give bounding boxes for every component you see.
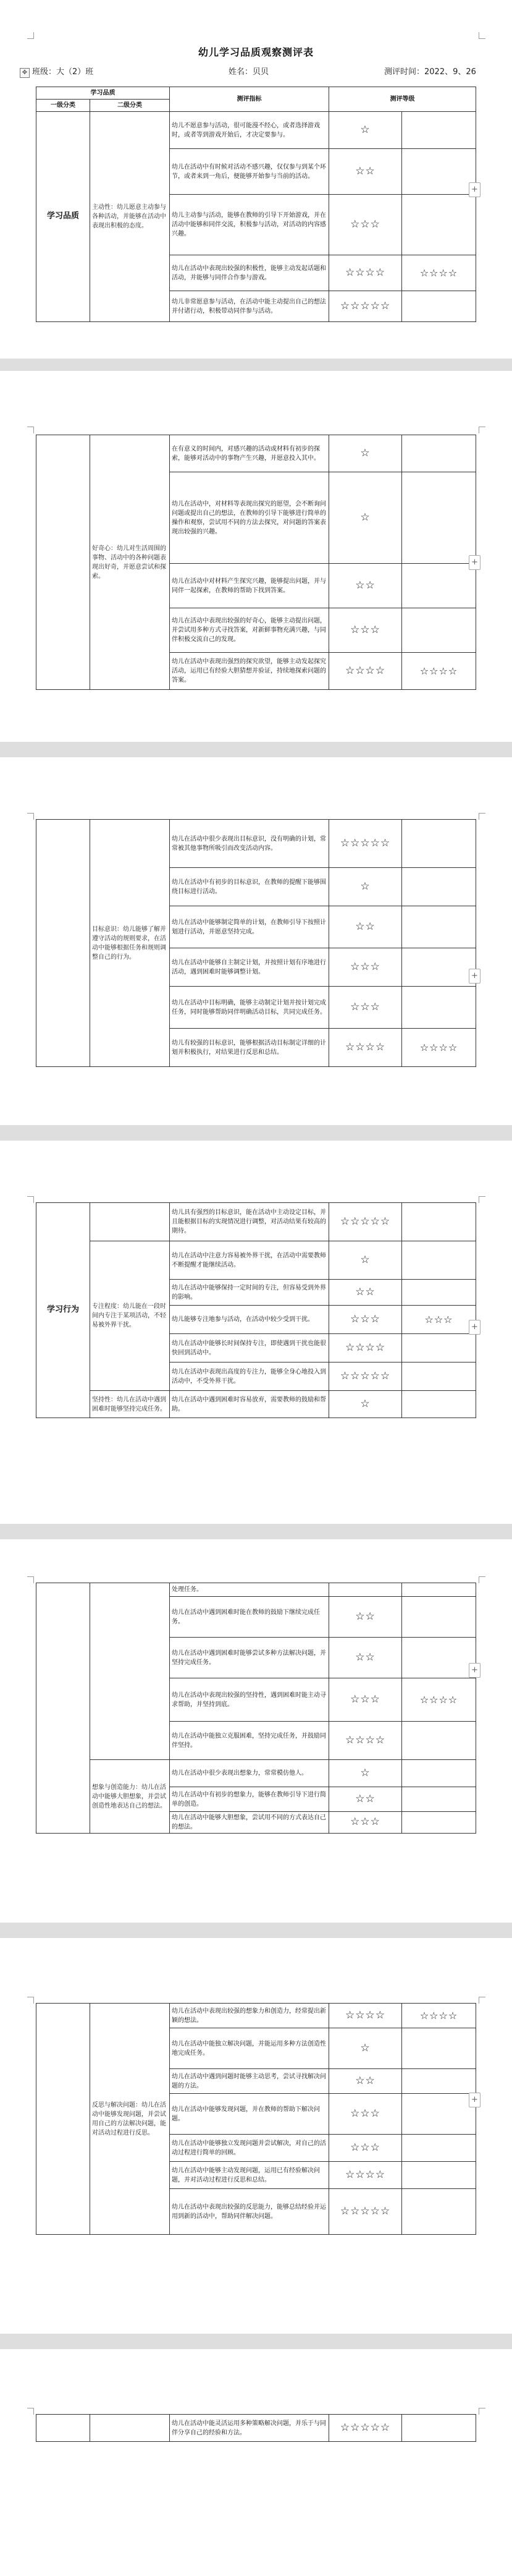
indicator-cell: 幼儿在活动中能独立解决问题，并能运用多种方法创造性地完成任务。: [170, 2028, 329, 2069]
level1-cell: 学习行为: [36, 1203, 90, 1418]
indicator-cell: 幼儿在活动中对材料产生探究兴趣，能够提出问题，并与同伴一起探索，在教师的帮助下找到答案。: [170, 564, 329, 608]
star-cell: ☆☆☆☆: [329, 1029, 402, 1067]
indicator-cell: 幼儿在活动中能灵活运用多种策略解决问题，并乐于与同伴分享自己的经验和方法。: [170, 2415, 329, 2442]
grade-cell: [402, 1391, 476, 1418]
evaluation-table: [36, 87, 476, 322]
star-cell: ☆☆☆☆☆: [329, 820, 402, 868]
indicator-cell: 幼儿在活动中能够独立发现问题并尝试解决，对自己的活动过程进行简单的回顾。: [170, 2135, 329, 2162]
corner-mark: [479, 1576, 485, 1583]
add-row-button[interactable]: +: [469, 2093, 481, 2107]
document-page-5: [0, 1539, 512, 1923]
class-label: 班级：大（2）班: [32, 67, 94, 77]
grade-cell: [402, 906, 476, 948]
level2-cell: 目标意识：幼儿能够了解并遵守活动的规则要求，在活动中能够根据任务和规则调整自己的行为。: [90, 820, 170, 1067]
corner-mark: [27, 2408, 34, 2415]
indicator-cell: 在有意义的时间内，对感兴趣的活动或材料有初步的探索，能够对活动中的事物产生兴趣，并愿意投入其中。: [170, 435, 329, 472]
level2-cell: 专注程度：幼儿能在一段时间内专注于某项活动，不轻易被外界干扰。: [90, 1241, 170, 1391]
grade-cell: [402, 2135, 476, 2162]
star-cell: ☆☆☆: [329, 948, 402, 987]
level2-cell: 反思与解决问题：幼儿在活动中能够发现问题，并尝试用自己的方法解决问题，能对活动过程进行反思。: [90, 2004, 170, 2235]
corner-mark: [27, 1196, 34, 1203]
evaluation-table: [36, 2003, 476, 2235]
indicator-cell: 幼儿能够专注地参与活动，在活动中较少受到干扰。: [170, 1306, 329, 1334]
evaluation-table: [36, 1202, 476, 1418]
evaluation-table: [36, 1583, 476, 1834]
document-title: 幼儿学习品质观察测评表: [198, 46, 314, 58]
star-cell: ☆☆☆: [329, 987, 402, 1029]
corner-mark: [479, 32, 485, 39]
grade-cell: [402, 820, 476, 868]
star-cell: ☆☆☆: [329, 2094, 402, 2135]
indicator-cell: 幼儿在活动中能够大胆想象，尝试用不同的方式表达自己的想法。: [170, 1812, 329, 1834]
grade-cell: [402, 1638, 476, 1678]
grade-cell: [402, 112, 476, 149]
grade-cell: [402, 291, 476, 322]
level1-cell: [36, 2415, 90, 2442]
corner-mark: [27, 427, 34, 433]
indicator-cell: 幼儿非常愿意参与活动，在活动中能主动提出自己的想法并付诸行动，积极带动同伴参与活动。: [170, 291, 329, 322]
level2-cell: 坚持性：幼儿在活动中遇到困难时能够坚持完成任务。: [90, 1391, 170, 1418]
star-cell: ☆: [329, 868, 402, 906]
grade-cell: [402, 435, 476, 472]
star-cell: ☆☆: [329, 1638, 402, 1678]
grade-cell: ☆☆☆: [402, 1306, 476, 1334]
indicator-cell: 幼儿在活动中表现出较强的好奇心，能够主动提出问题，并尝试用多种方式寻找答案，对新鲜事物充满兴趣，与同伴积极交流自己的发现。: [170, 608, 329, 653]
grade-cell: [402, 608, 476, 653]
indicator-cell: 幼儿有较强的目标意识，能够根据活动目标制定详细的计划并积极执行，对结果进行反思和总结。: [170, 1029, 329, 1067]
indicator-cell: 幼儿在活动中表现出较强的积极性，能够主动发起话题和活动，并能够与同伴合作参与游戏。: [170, 255, 329, 291]
grade-cell: [402, 149, 476, 195]
grade-cell: [402, 2415, 476, 2442]
indicator-cell: 幼儿在活动中很少表现出目标意识，没有明确的计划，常常被其他事物所吸引而改变活动内容。: [170, 820, 329, 868]
level1-cell: 学习品质: [36, 112, 90, 322]
indicator-cell: 幼儿在活动中能独立克服困难，坚持完成任务，并鼓励同伴坚持。: [170, 1722, 329, 1760]
corner-mark: [479, 813, 485, 820]
star-cell: ☆☆☆☆☆: [329, 1362, 402, 1391]
star-cell: ☆☆☆☆☆: [329, 1203, 402, 1241]
indicator-cell: 幼儿在活动中表现出较强的想象力和创造力，经常提出新颖的想法。: [170, 2004, 329, 2028]
indicator-cell: 处理任务。: [170, 1583, 329, 1597]
grade-cell: [402, 1334, 476, 1362]
grade-cell: ☆☆☆☆: [402, 1678, 476, 1722]
indicator-cell: 幼儿在活动中能够保持一定时间的专注，但容易受到外界的影响。: [170, 1280, 329, 1306]
star-cell: ☆☆: [329, 1597, 402, 1638]
star-cell: ☆☆: [329, 2069, 402, 2094]
grade-cell: [402, 1597, 476, 1638]
table-move-handle-icon[interactable]: ✥: [20, 68, 30, 78]
grade-cell: [402, 1722, 476, 1760]
indicator-cell: 幼儿在活动中表现出较强的坚持性，遇到困难时能主动寻求帮助，并坚持到底。: [170, 1678, 329, 1722]
level1-cell: [36, 1583, 90, 1834]
name-label: 姓名：贝贝: [229, 67, 269, 77]
star-cell: ☆☆: [329, 1787, 402, 1812]
star-cell: ☆☆☆☆: [329, 653, 402, 690]
grade-cell: [402, 2189, 476, 2235]
level1-cell: [36, 820, 90, 1067]
star-cell: ☆: [329, 1391, 402, 1418]
header-group: 学习品质: [36, 87, 170, 100]
level2-cell: [90, 1203, 170, 1241]
level1-cell: [36, 2004, 90, 2235]
document-page-1: [0, 0, 512, 359]
evaluation-table: [36, 819, 476, 1067]
level2-cell: 主动性：幼儿愿意主动参与各种活动，并能够在活动中表现出积极的态度。: [90, 112, 170, 322]
star-cell: ☆☆☆: [329, 1306, 402, 1334]
star-cell: ☆☆☆: [329, 2135, 402, 2162]
grade-cell: [402, 1241, 476, 1280]
grade-cell: [402, 987, 476, 1029]
grade-cell: [402, 2028, 476, 2069]
star-cell: ☆☆☆☆☆: [329, 2189, 402, 2235]
corner-mark: [479, 1997, 485, 2004]
star-cell: ☆: [329, 2028, 402, 2069]
star-cell: ☆: [329, 1760, 402, 1787]
add-row-button[interactable]: +: [469, 182, 481, 197]
indicator-cell: 幼儿在活动中有时候对活动不感兴趣，仅仅参与到某个环节，或者来到一角后，便能够开始参与当前的活动。: [170, 149, 329, 195]
indicator-cell: 幼儿在活动中遇到困难时容易放弃，需要教师的鼓励和帮助。: [170, 1391, 329, 1418]
indicator-cell: 幼儿在活动中表现出高度的专注力，能够全身心地投入到活动中，不受外界干扰。: [170, 1362, 329, 1391]
star-cell: ☆☆: [329, 149, 402, 195]
evaluation-table: [36, 2414, 476, 2442]
star-cell: [329, 1583, 402, 1597]
indicator-cell: 幼儿在活动中，对材料等表现出探究的愿望，会不断询问问题或提出自己的想法，在教师的引导下能够进行简单的操作和观察，尝试用不同的方法去探究，对问题的答案表现出较强的兴趣。: [170, 472, 329, 564]
level1-cell: [36, 435, 90, 690]
indicator-cell: 幼儿在活动中能够长时间保持专注，即使遇到干扰也能很快回到活动中。: [170, 1334, 329, 1362]
indicator-cell: 幼儿在活动中能够发现问题，并在教师的帮助下解决问题。: [170, 2094, 329, 2135]
star-cell: ☆☆☆☆: [329, 2162, 402, 2189]
corner-mark: [479, 2408, 485, 2415]
star-cell: ☆☆☆☆: [329, 1334, 402, 1362]
document-page-6: [0, 1938, 512, 2334]
grade-cell: [402, 948, 476, 987]
header-grade: 测评等级: [329, 87, 476, 112]
grade-cell: [402, 1280, 476, 1306]
star-cell: ☆: [329, 112, 402, 149]
star-cell: ☆☆☆☆: [329, 2004, 402, 2028]
grade-cell: [402, 868, 476, 906]
indicator-cell: 幼儿在活动中遇到困难时能够尝试多种方法解决问题，并坚持完成任务。: [170, 1638, 329, 1678]
add-row-button[interactable]: +: [469, 1320, 481, 1335]
indicator-cell: 幼儿在活动中目标明确，能够主动制定计划并按计划完成任务，同时能够帮助同伴明确活动目标，共同完成任务。: [170, 987, 329, 1029]
document-page-4: [0, 1141, 512, 1524]
star-cell: ☆: [329, 435, 402, 472]
star-cell: ☆☆☆: [329, 608, 402, 653]
grade-cell: [402, 2162, 476, 2189]
grade-cell: ☆☆☆☆: [402, 1029, 476, 1067]
star-cell: ☆☆☆: [329, 195, 402, 255]
grade-cell: [402, 1362, 476, 1391]
level2-cell: [90, 1583, 170, 1760]
corner-mark: [27, 1997, 34, 2004]
grade-cell: ☆☆☆☆: [402, 2004, 476, 2028]
star-cell: ☆☆☆: [329, 1812, 402, 1834]
grade-cell: [402, 1760, 476, 1787]
grade-cell: [402, 564, 476, 608]
indicator-cell: 幼儿具有强烈的目标意识，能在活动中主动设定目标，并且能根据目标的实现情况进行调整，对活动结果有较高的期待。: [170, 1203, 329, 1241]
date-label: 测评时间：2022、9、26: [384, 67, 476, 77]
star-cell: ☆: [329, 1241, 402, 1280]
indicator-cell: 幼儿在活动中有初步的想象力，能够在教师引导下进行简单的创造。: [170, 1787, 329, 1812]
star-cell: ☆☆☆☆: [329, 255, 402, 291]
corner-mark: [479, 1196, 485, 1203]
level2-cell: 好奇心：幼儿对生活周围的事物、活动中的各种问题表现出好奇，并愿意尝试和探索。: [90, 435, 170, 690]
document-page-2: [0, 371, 512, 742]
star-cell: ☆☆☆☆: [329, 1722, 402, 1760]
indicator-cell: 幼儿在活动中注意力容易被外界干扰，在活动中需要教师不断提醒才能继续活动。: [170, 1241, 329, 1280]
level2-cell: [90, 2415, 170, 2442]
indicator-cell: 幼儿主动参与活动，能够在教师的引导下开始游戏，并在活动中能够和同伴交流，积极参与活动，对活动的内容感兴趣。: [170, 195, 329, 255]
grade-cell: [402, 1203, 476, 1241]
grade-cell: [402, 2069, 476, 2094]
grade-cell: [402, 1583, 476, 1597]
evaluation-table: [36, 435, 476, 690]
star-cell: ☆☆☆☆☆: [329, 2415, 402, 2442]
star-cell: ☆☆: [329, 564, 402, 608]
star-cell: ☆☆☆: [329, 1678, 402, 1722]
indicator-cell: 幼儿在活动中很少表现出想象力，常常模仿他人。: [170, 1760, 329, 1787]
grade-cell: ☆☆☆☆: [402, 653, 476, 690]
add-row-button[interactable]: +: [469, 969, 481, 984]
indicator-cell: 幼儿不愿意参与活动，很可能漫不经心，或者选择游戏时，或者等到游戏开始后，才决定要参与。: [170, 112, 329, 149]
star-cell: ☆☆: [329, 1280, 402, 1306]
document-page-3: [0, 757, 512, 1125]
star-cell: ☆☆: [329, 906, 402, 948]
grade-cell: [402, 472, 476, 564]
header-indicator: 测评指标: [170, 87, 329, 112]
indicator-cell: 幼儿在活动中表现出较强的反思能力，能够总结经验并运用到新的活动中，帮助同伴解决问题。: [170, 2189, 329, 2235]
header-level1: 一级分类: [36, 100, 90, 112]
grade-cell: ☆☆☆☆: [402, 255, 476, 291]
indicator-cell: 幼儿在活动中表现出强烈的探究欲望，能够主动发起探究活动，运用已有经验大胆猜想并验证，持续地探索问题的答案。: [170, 653, 329, 690]
corner-mark: [27, 813, 34, 820]
indicator-cell: 幼儿在活动中能够主动发现问题，运用已有经验解决问题，并对活动过程进行反思和总结。: [170, 2162, 329, 2189]
star-cell: ☆: [329, 472, 402, 564]
grade-cell: [402, 195, 476, 255]
grade-cell: [402, 2094, 476, 2135]
indicator-cell: 幼儿在活动中有初步的目标意识，在教师的提醒下能够围绕目标进行活动。: [170, 868, 329, 906]
indicator-cell: 幼儿在活动中能够制定简单的计划，在教师引导下按照计划进行活动，并愿意坚持完成。: [170, 906, 329, 948]
add-row-button[interactable]: +: [469, 1663, 481, 1678]
corner-mark: [479, 427, 485, 433]
level2-cell: 想象与创造能力：幼儿在活动中能够大胆想象，并尝试创造性地表达自己的想法。: [90, 1760, 170, 1834]
header-level2: 二级分类: [90, 100, 170, 112]
corner-mark: [27, 1576, 34, 1583]
indicator-cell: 幼儿在活动中遇到困难时能在教师的鼓励下继续完成任务。: [170, 1597, 329, 1638]
grade-cell: [402, 1787, 476, 1812]
add-row-button[interactable]: +: [469, 555, 481, 570]
indicator-cell: 幼儿在活动中能够自主制定计划，并按照计划有序地进行活动，遇到困难时能够调整计划。: [170, 948, 329, 987]
corner-mark: [27, 32, 34, 39]
indicator-cell: 幼儿在活动中遇到问题时能够主动思考，尝试寻找解决问题的方法。: [170, 2069, 329, 2094]
grade-cell: [402, 1812, 476, 1834]
star-cell: ☆☆☆☆☆: [329, 291, 402, 322]
document-page-7: [0, 2349, 512, 2576]
